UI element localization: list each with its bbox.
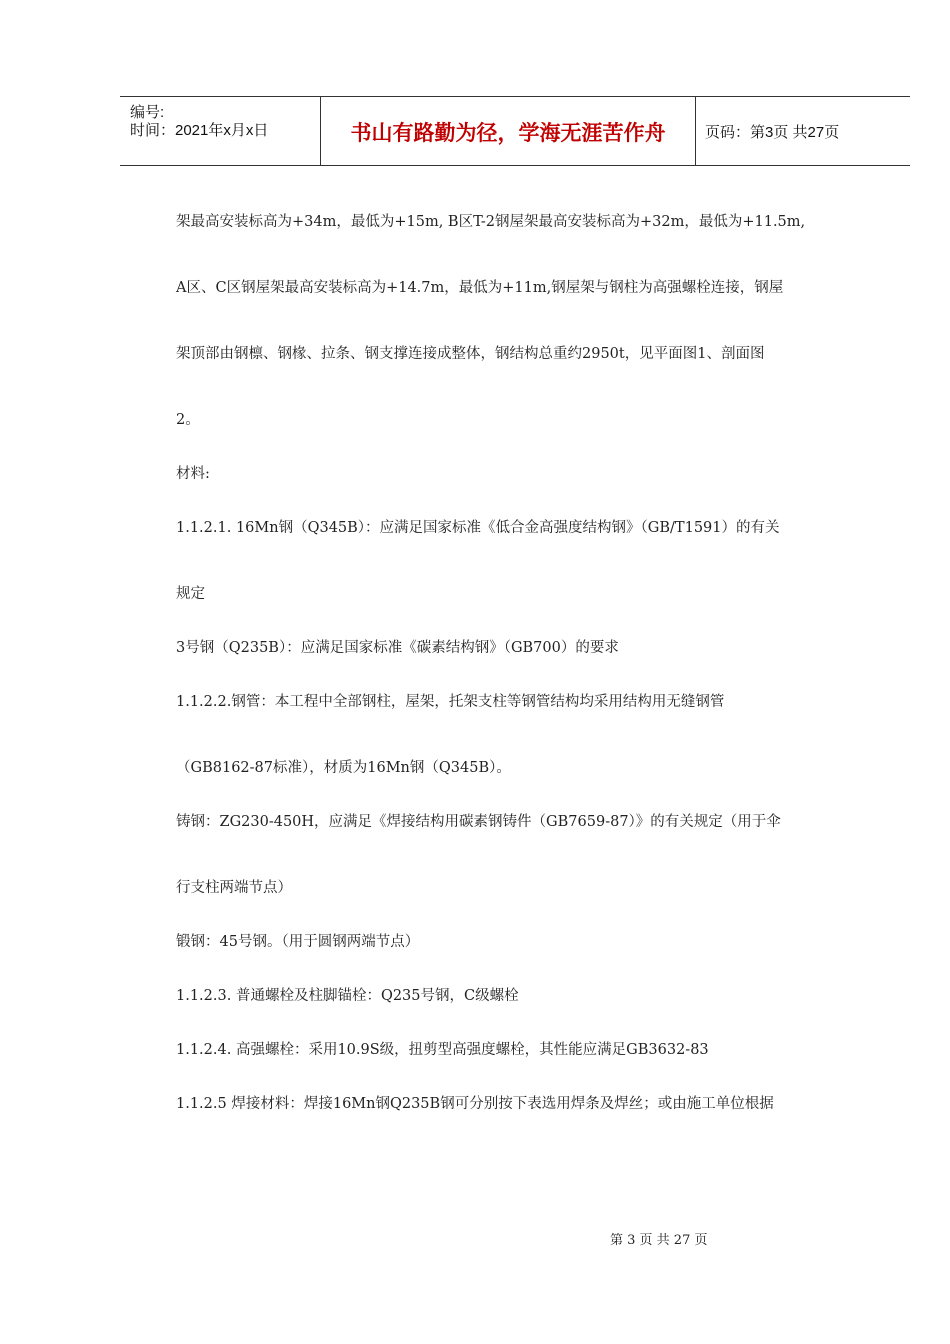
body-line: A区、C区钢屋架最高安装标高为+14.7m，最低为+11m,钢屋架与钢柱为高强螺栓连接，钢屋 [176, 280, 784, 296]
body-line: 锻钢：45号钢。（用于圆钢两端节点） [176, 934, 420, 950]
body-line: 1.1.2.1. 16Mn钢（Q345B）：应满足国家标准《低合金高强度结构钢》（GB/T1591）的有关 [176, 520, 780, 536]
header-motto: 书山有路勤为径，学海无涯苦作舟 [350, 122, 666, 145]
body-line: 3号钢（Q235B）：应满足国家标准《碳素结构钢》（GB700）的要求 [176, 640, 619, 656]
body-line: 1.1.2.2.钢管：本工程中全部钢柱，屋架，托架支柱等钢管结构均采用结构用无缝钢管 [176, 694, 725, 710]
body-line: 架最高安装标高为+34m，最低为+15m, B区T-2钢屋架最高安装标高为+32m，最低为+11.5m, [176, 214, 806, 230]
body-line: 架顶部由钢檩、钢椽、拉条、钢支撑连接成整体，钢结构总重约2950t，见平面图1、剖面图 [176, 346, 765, 362]
header-page-info: 页码：第3页 共27页 [705, 124, 840, 141]
header-meta-cell [120, 97, 320, 165]
page-header [120, 96, 910, 166]
document-number-label: 编号: [130, 104, 165, 121]
body-line: 1.1.2.3. 普通螺栓及柱脚锚栓：Q235号钢，C级螺栓 [176, 988, 519, 1004]
body-line: 规定 [176, 586, 205, 602]
body-line: 1.1.2.5 焊接材料：焊接16Mn钢Q235B钢可分别按下表选用焊条及焊丝；或由施工单位根据 [176, 1096, 774, 1112]
body-line: 行支柱两端节点） [176, 880, 292, 896]
document-time: 时间：2021年x月x日 [130, 122, 269, 139]
section-label-materials: 材料: [176, 466, 210, 482]
page-footer: 第 3 页 共 27 页 [610, 1233, 708, 1248]
header-motto-cell [320, 97, 696, 165]
body-line: 铸钢：ZG230-450H，应满足《焊接结构用碳素钢铸件（GB7659-87）》的有关规定（用于伞 [176, 814, 781, 830]
body-line: 2。 [176, 412, 200, 428]
body-line: （GB8162-87标准），材质为16Mn钢（Q345B）。 [176, 760, 511, 776]
body-line: 1.1.2.4. 高强螺栓：采用10.9S级，扭剪型高强度螺栓，其性能应满足GB3632-83 [176, 1042, 709, 1058]
header-page-cell [695, 97, 910, 165]
